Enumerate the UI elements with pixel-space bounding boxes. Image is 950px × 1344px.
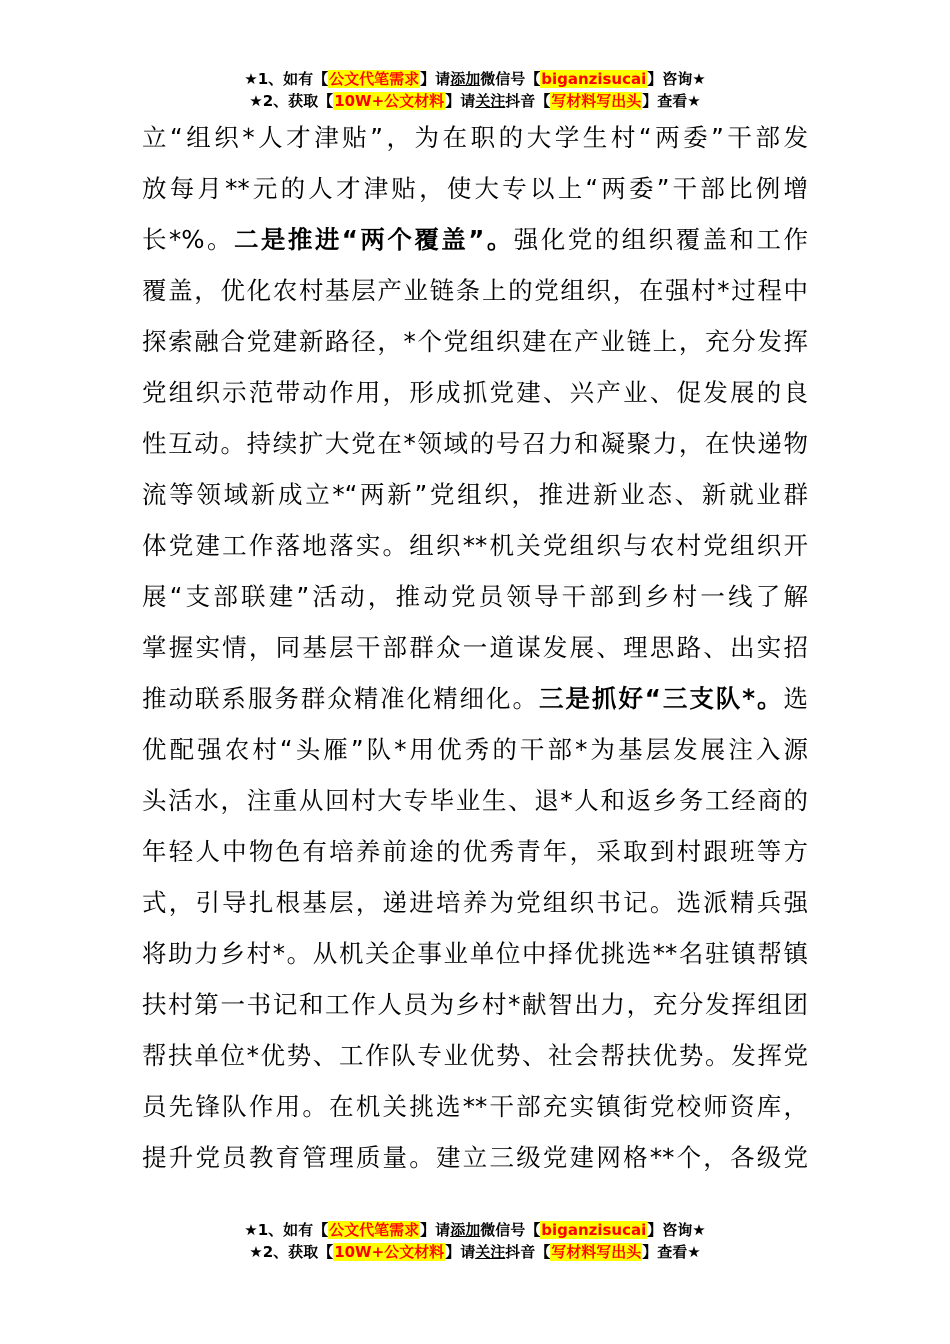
- body-text-segment: 年轻人中物色有培养前途的优秀青年，采取到村跟班等方: [142, 837, 808, 866]
- banner-text: ★2、获取【: [249, 92, 334, 110]
- banner-highlight: 公文代笔需求: [329, 1221, 420, 1239]
- banner-highlight: 公文代笔需求: [329, 70, 420, 88]
- document-body: [142, 112, 808, 1183]
- body-heading-text: 三是抓好“三支队*。: [538, 684, 784, 713]
- body-text-segment: 展“支部联建”活动，推动党员领导干部到乡村一线了解: [142, 582, 808, 611]
- banner-text: 抖音【: [505, 1243, 551, 1261]
- body-line: [142, 163, 808, 214]
- body-text-segment: 优配强农村“头雁”队*用优秀的干部*为基层发展注入源: [142, 735, 808, 764]
- banner-text: 】请: [445, 92, 476, 110]
- body-text-segment: 体党建工作落地落实。组织**机关党组织与农村党组织开: [142, 531, 808, 560]
- body-line: [142, 316, 808, 367]
- body-line: [142, 1081, 808, 1132]
- top-banner: [0, 68, 950, 112]
- banner-text: ★1、如有【: [244, 70, 329, 88]
- banner-text: 微信号【: [480, 1221, 541, 1239]
- body-line: [142, 418, 808, 469]
- body-text-segment: 式，引导扎根基层，递进培养为党组织书记。选派精兵强: [142, 888, 808, 917]
- body-heading-text: 二是推进“两个覆盖”。: [233, 225, 514, 254]
- body-text-segment: 帮扶单位*优势、工作队专业优势、社会帮扶优势。发挥党: [142, 1041, 808, 1070]
- banner-line-1: [0, 68, 950, 90]
- body-text-segment: 放每月**元的人才津贴，使大专以上“两委”干部比例增: [142, 174, 808, 203]
- body-line: [142, 928, 808, 979]
- body-line: [142, 112, 808, 163]
- body-text-segment: 探索融合党建新路径，*个党组织建在产业链上，充分发挥: [142, 327, 808, 356]
- banner-underlined-text: 关注: [475, 92, 506, 110]
- banner-highlight: 写材料写出头: [551, 1243, 642, 1261]
- body-text-segment: 推动联系服务群众精准化精细化。: [142, 684, 539, 713]
- body-line: [142, 775, 808, 826]
- body-line: [142, 265, 808, 316]
- body-line: [142, 1132, 808, 1183]
- banner-text: ★2、获取【: [249, 1243, 334, 1261]
- bottom-banner: [0, 1219, 950, 1263]
- banner-text: 】请: [420, 1221, 451, 1239]
- banner-underlined-text: 添加: [450, 1221, 481, 1239]
- banner-text: 】请: [420, 70, 451, 88]
- body-text-segment: 长*%。: [142, 225, 234, 254]
- banner-text: 抖音【: [505, 92, 551, 110]
- body-line: [142, 877, 808, 928]
- banner-highlight: 10W+公文材料: [334, 92, 445, 110]
- banner-text: 】查看★: [642, 1243, 701, 1261]
- body-line: [142, 214, 808, 265]
- body-text-segment: 覆盖，优化农村基层产业链条上的党组织，在强村*过程中: [142, 276, 808, 305]
- body-text-segment: 员先锋队作用。在机关挑选**干部充实镇街党校师资库，: [142, 1092, 808, 1121]
- body-text-segment: 强化党的组织覆盖和工作: [513, 225, 808, 254]
- body-line: [142, 826, 808, 877]
- banner-text: 】查看★: [642, 92, 701, 110]
- body-text-segment: 性互动。持续扩大党在*领域的号召力和凝聚力，在快递物: [142, 429, 808, 458]
- banner-text: 微信号【: [480, 70, 541, 88]
- banner-text: 】咨询★: [647, 70, 706, 88]
- banner-underlined-text: 关注: [475, 1243, 506, 1261]
- body-text-segment: 头活水，注重从回村大专毕业生、退*人和返乡务工经商的: [142, 786, 808, 815]
- body-text-segment: 立“组织*人才津贴”，为在职的大学生村“两委”干部发: [142, 123, 808, 152]
- body-line: [142, 622, 808, 673]
- body-line: [142, 673, 808, 724]
- body-text-segment: 流等领域新成立*“两新”党组织，推进新业态、新就业群: [142, 480, 808, 509]
- body-line: [142, 979, 808, 1030]
- banner-highlight: 写材料写出头: [551, 92, 642, 110]
- body-text-segment: 党组织示范带动作用，形成抓党建、兴产业、促发展的良: [142, 378, 808, 407]
- banner-highlight: 10W+公文材料: [334, 1243, 445, 1261]
- banner-line-2: [0, 1241, 950, 1263]
- body-line: [142, 571, 808, 622]
- banner-text: 】请: [445, 1243, 476, 1261]
- body-line: [142, 367, 808, 418]
- banner-highlight: biganzisucai: [541, 1221, 647, 1239]
- body-text-segment: 选: [783, 684, 808, 713]
- body-text-segment: 提升党员教育管理质量。建立三级党建网格**个，各级党: [142, 1143, 808, 1172]
- body-line: [142, 520, 808, 571]
- body-text-segment: 扶村第一书记和工作人员为乡村*献智出力，充分发挥组团: [142, 990, 808, 1019]
- body-line: [142, 1030, 808, 1081]
- banner-underlined-text: 添加: [450, 70, 481, 88]
- body-line: [142, 724, 808, 775]
- banner-highlight: biganzisucai: [541, 70, 647, 88]
- banner-line-1: [0, 1219, 950, 1241]
- body-text-segment: 将助力乡村*。从机关企事业单位中择优挑选**名驻镇帮镇: [142, 939, 808, 968]
- banner-line-2: [0, 90, 950, 112]
- body-line: [142, 469, 808, 520]
- banner-text: ★1、如有【: [244, 1221, 329, 1239]
- body-text-segment: 掌握实情，同基层干部群众一道谋发展、理思路、出实招: [142, 633, 808, 662]
- banner-text: 】咨询★: [647, 1221, 706, 1239]
